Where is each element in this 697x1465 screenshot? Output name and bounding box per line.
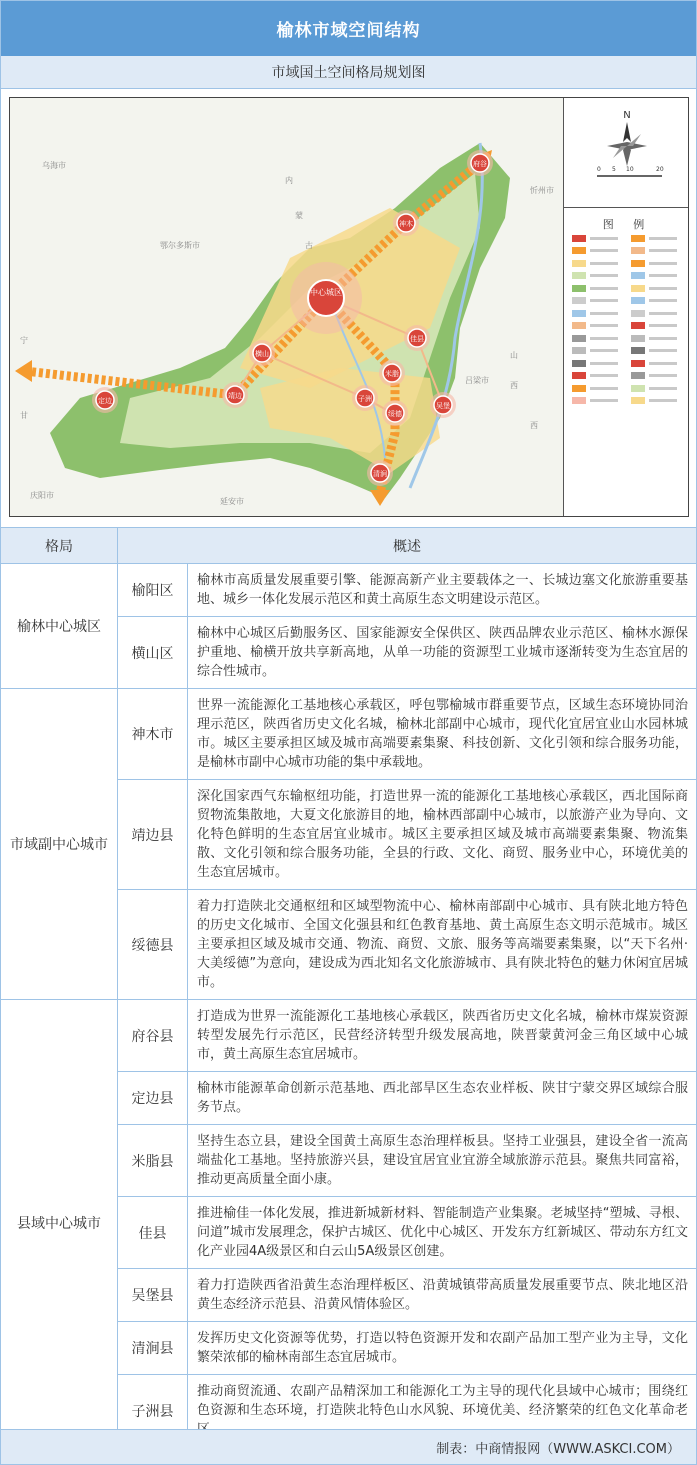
city-node-label: 神木: [399, 220, 413, 228]
legend-entry: [572, 260, 631, 267]
legend-text-placeholder: [649, 349, 677, 352]
map-frame: [9, 97, 689, 517]
structure-table: [1, 528, 696, 1447]
table-group: [1, 564, 696, 689]
legend-entry: [572, 272, 631, 279]
neighbor-label: 乌海市: [42, 161, 66, 170]
legend-row: [564, 282, 689, 295]
legend-row: [564, 382, 689, 395]
north-arrow: [623, 122, 631, 142]
legend-text-placeholder: [590, 287, 618, 290]
page-title: 榆林市域空间结构: [1, 1, 696, 56]
legend-text-placeholder: [649, 399, 677, 402]
legend-entry: [572, 385, 631, 392]
neighbor-label: 吕梁市: [465, 376, 489, 385]
county-name: 府谷县: [118, 1000, 188, 1071]
scale-label: 0: [597, 166, 601, 173]
legend-entry: [572, 360, 631, 367]
table-group: [1, 1000, 696, 1447]
footer-credit: 制表：中商情报网（WWW.ASKCI.COM）: [1, 1429, 696, 1464]
legend-text-placeholder: [590, 362, 618, 365]
legend-entry: [572, 335, 631, 342]
legend-entry: [631, 235, 689, 242]
legend-swatch-icon: [572, 347, 586, 354]
table-row: [118, 1000, 696, 1072]
compass-letter: N: [623, 110, 631, 121]
county-name: 绥德县: [118, 890, 188, 999]
legend-entry: [572, 347, 631, 354]
legend-row: [564, 270, 689, 283]
legend-swatch-icon: [631, 322, 645, 329]
table-row: [118, 1269, 696, 1322]
legend-text-placeholder: [649, 299, 677, 302]
county-name: 神木市: [118, 689, 188, 779]
legend-entry: [572, 297, 631, 304]
legend-swatch-icon: [631, 335, 645, 342]
legend-text-placeholder: [590, 274, 618, 277]
county-description: 坚持生态立县，建设全国黄土高原生态治理样板县。坚持工业强县，建设全省一流高端盐化工基地。坚持旅游兴县，建设宜居宜业宜游全域旅游示范县。聚焦共同富裕，推动更高质量全面小康。: [197, 1134, 688, 1187]
legend-text-placeholder: [590, 324, 618, 327]
city-node-label: 横山: [255, 350, 269, 358]
legend-swatch-icon: [572, 310, 586, 317]
table-row: [118, 1072, 696, 1125]
legend-text-placeholder: [590, 237, 618, 240]
group-items: [118, 689, 696, 999]
table-row: [118, 1197, 696, 1269]
header-overview: 概述: [393, 538, 421, 555]
city-node-label: 靖边: [228, 392, 242, 400]
legend-swatch-icon: [631, 285, 645, 292]
county-name: 米脂县: [118, 1125, 188, 1196]
county-description: 着力打造陕北交通枢纽和区域型物流中心、榆林南部副中心城市、具有陕北地方特色的历史文化城市、全国文化强县和红色教育基地、黄土高原生态文明示范城市。城区主要承担区域及城市交通、物流、商贸、文旅、服务等高端要素集聚，以“天下名州·大美绥德”为意向，建设成为西北知名文化旅游城市、具有陕北特色的魅力休闲宜居城市。: [197, 899, 688, 990]
legend-text-placeholder: [649, 249, 677, 252]
table-group: [1, 689, 696, 1000]
legend-swatch-icon: [631, 235, 645, 242]
county-description: 发挥历史文化资源等优势，打造以特色资源开发和农副产品加工型产业为主导，文化繁荣浓郁的榆林南部生态宜居城市。: [197, 1331, 688, 1365]
county-name: 榆阳区: [118, 564, 188, 616]
neighbor-label: 庆阳市: [30, 491, 54, 500]
center-node: [308, 280, 344, 316]
table-row: [118, 780, 696, 890]
legend-entry: [631, 322, 689, 329]
legend-row: [564, 370, 689, 383]
table-row: [118, 1125, 696, 1197]
legend-swatch-icon: [631, 310, 645, 317]
county-name: 定边县: [118, 1072, 188, 1124]
legend-row: [564, 257, 689, 270]
legend-entry: [631, 310, 689, 317]
legend-row: [564, 307, 689, 320]
legend-swatch-icon: [572, 247, 586, 254]
legend-text-placeholder: [649, 287, 677, 290]
table-row: [118, 617, 696, 688]
city-node-label: 定边: [98, 397, 112, 405]
neighbor-label: 延安市: [220, 497, 244, 506]
county-name: 靖边县: [118, 780, 188, 889]
legend-swatch-icon: [631, 372, 645, 379]
group-name: 榆林中心城区: [1, 564, 118, 688]
county-description: 推进榆佳一体化发展，推进新城新材料、智能制造产业集聚。老城坚持“塑城、寻根、问道”城市发展理念，保护古城区、优化中心城区、开发东方红新城区、带动东方红文化产业园4A级景区和白云山5A级景区创建。: [197, 1206, 688, 1259]
legend-swatch-icon: [572, 322, 586, 329]
neighbor-label: 忻州市: [530, 186, 554, 195]
legend-row: [564, 245, 689, 258]
table-row: [118, 1322, 696, 1375]
county-description: 打造成为世界一流能源化工基地核心承载区，陕西省历史文化名城，榆林市煤炭资源转型发展先行示范区，民营经济转型升级发展高地，陕晋蒙黄河金三角区域中心城市，黄土高原生态宜居城市。: [197, 1009, 688, 1062]
legend-entry: [631, 260, 689, 267]
county-description: 世界一流能源化工基地核心承载区，呼包鄂榆城市群重要节点，区域生态环境协同治理示范区，陕西省历史文化名城，榆林北部副中心城市，现代化宜居宜业山水园林城市。城区主要承担区域及城市高端要素集聚、科技创新、文化引领和综合服务功能，是榆林市副中心城市功能的集中承载地。: [197, 698, 688, 770]
neighbor-label: 鄂尔多斯市: [160, 241, 200, 250]
county-name: 横山区: [118, 617, 188, 688]
legend-swatch-icon: [572, 360, 586, 367]
legend-text-placeholder: [649, 312, 677, 315]
county-name: 吴堡县: [118, 1269, 188, 1321]
county-description: 推动商贸流通、农副产品精深加工和能源化工为主导的现代化县域中心城市；围绕红色资源和生态环境，打造陕北特色山水风貌、环境优美、经济繁荣的红色文化革命老: [197, 1384, 688, 1418]
group-name: 市域副中心城市: [1, 689, 118, 999]
legend-entry: [631, 297, 689, 304]
legend-row: [564, 345, 689, 358]
county-name: 清涧县: [118, 1322, 188, 1374]
neighbor-label: 宁: [20, 336, 28, 345]
legend-row: [564, 295, 689, 308]
spatial-structure-map: [10, 98, 563, 517]
legend-text-placeholder: [649, 387, 677, 390]
legend-text-placeholder: [649, 374, 677, 377]
legend-text-placeholder: [649, 237, 677, 240]
county-name: 子洲县: [118, 1375, 188, 1446]
county-description: 深化国家西气东输枢纽功能，打造世界一流的能源化工基地核心承载区，西北国际商贸物流集散地，大夏文化旅游目的地，榆林西部副中心城市，以旅游产业为导向、文化特色鲜明的生态宜居宜业城市。城区主要承担区域及城市高端要素集聚、物流集散、文化引领和综合服务功能，全县的行政、文化、商贸、服务业中心，环境优美的生态宜居城市。: [197, 789, 688, 880]
compass-rose: [564, 98, 689, 208]
legend-text-placeholder: [590, 299, 618, 302]
legend-swatch-icon: [572, 397, 586, 404]
legend-entry: [631, 372, 689, 379]
city-node-label: 绥德: [388, 410, 402, 418]
scale-label: 20: [656, 166, 664, 173]
city-node-label: 佳县: [410, 335, 424, 343]
table-row: [118, 564, 696, 617]
legend-entry: [572, 235, 631, 242]
neighbor-label: 西: [510, 381, 518, 390]
legend-text-placeholder: [590, 262, 618, 265]
legend-text-placeholder: [649, 337, 677, 340]
legend-swatch-icon: [631, 260, 645, 267]
legend-text-placeholder: [590, 349, 618, 352]
legend-swatch-icon: [572, 235, 586, 242]
legend-text-placeholder: [649, 274, 677, 277]
city-node-label: 清涧: [373, 470, 387, 478]
map-area: [1, 89, 696, 528]
county-name: 佳县: [118, 1197, 188, 1268]
table-header-row: [1, 528, 696, 564]
legend-entry: [572, 285, 631, 292]
legend-swatch-icon: [631, 272, 645, 279]
legend-entry: [631, 385, 689, 392]
city-node-label: 米脂: [385, 370, 399, 378]
legend-swatch-icon: [572, 297, 586, 304]
neighbor-label: 山: [510, 351, 518, 360]
city-node-label: 吴堡: [436, 402, 450, 410]
legend-text-placeholder: [649, 262, 677, 265]
city-node-label: 子洲: [358, 395, 372, 403]
county-description: 着力打造陕西省沿黄生态治理样板区、沿黄城镇带高质量发展重要节点、陕北地区沿黄生态经济示范县、沿黄风情体验区。: [197, 1278, 688, 1312]
county-description: 榆林市高质量发展重要引擎、能源高新产业主要载体之一、长城边塞文化旅游重要基地、城乡一体化发展示范区和黄土高原生态文明建设示范区。: [197, 573, 688, 607]
legend-swatch-icon: [631, 297, 645, 304]
center-label: 中心城区: [310, 288, 342, 297]
neighbor-label: 内: [285, 176, 293, 185]
legend-entry: [631, 360, 689, 367]
county-description: 榆林市能源革命创新示范基地、西北部旱区生态农业样板、陕甘宁蒙交界区域综合服务节点。: [197, 1081, 688, 1115]
table-row: [118, 689, 696, 780]
legend-entry: [572, 247, 631, 254]
city-node-label: 府谷: [473, 160, 487, 168]
legend-swatch-icon: [572, 285, 586, 292]
legend-entry: [572, 397, 631, 404]
legend: [564, 208, 689, 517]
county-description: 榆林中心城区后勤服务区、国家能源安全保供区、陕西品牌农业示范区、榆林水源保护重地、榆横开放共享新高地，从单一功能的资源型工业城市逐渐转变为生态宜居的综合性城市。: [197, 626, 688, 679]
header-pattern: 格局: [1, 528, 118, 563]
legend-swatch-icon: [631, 397, 645, 404]
legend-swatch-icon: [631, 247, 645, 254]
legend-swatch-icon: [572, 260, 586, 267]
legend-text-placeholder: [590, 312, 618, 315]
table-body: [1, 564, 696, 1447]
legend-swatch-icon: [572, 372, 586, 379]
group-items: [118, 1000, 696, 1446]
legend-row: [564, 357, 689, 370]
neighbor-label: 古: [305, 241, 313, 250]
neighbor-label: 蒙: [295, 211, 303, 220]
legend-swatch-icon: [631, 347, 645, 354]
legend-rows: [564, 232, 689, 407]
neighbor-label: 西: [530, 421, 538, 430]
group-name: 县域中心城市: [1, 1000, 118, 1446]
legend-panel: [563, 98, 689, 517]
compass-icon: [564, 98, 689, 208]
legend-swatch-icon: [631, 385, 645, 392]
legend-entry: [631, 247, 689, 254]
legend-row: [564, 395, 689, 408]
legend-text-placeholder: [590, 249, 618, 252]
legend-swatch-icon: [572, 335, 586, 342]
legend-entry: [631, 272, 689, 279]
legend-entry: [572, 310, 631, 317]
compass-south: [623, 146, 631, 166]
legend-text-placeholder: [590, 337, 618, 340]
legend-text-placeholder: [649, 362, 677, 365]
legend-row: [564, 332, 689, 345]
legend-entry: [631, 335, 689, 342]
legend-text-placeholder: [649, 324, 677, 327]
legend-entry: [631, 397, 689, 404]
neighbor-label: 甘: [20, 411, 28, 420]
legend-swatch-icon: [572, 272, 586, 279]
group-items: [118, 564, 696, 688]
legend-swatch-icon: [631, 360, 645, 367]
legend-entry: [631, 347, 689, 354]
legend-text-placeholder: [590, 374, 618, 377]
scale-label: 5: [612, 166, 616, 173]
legend-swatch-icon: [572, 385, 586, 392]
legend-text-placeholder: [590, 399, 618, 402]
legend-text-placeholder: [590, 387, 618, 390]
legend-row: [564, 232, 689, 245]
legend-entry: [631, 285, 689, 292]
legend-title: 图 例: [602, 218, 653, 231]
legend-entry: [572, 322, 631, 329]
map-subtitle: 市域国土空间格局规划图: [1, 56, 696, 89]
legend-entry: [572, 372, 631, 379]
legend-row: [564, 320, 689, 333]
table-row: [118, 890, 696, 999]
scale-label: 10: [626, 166, 634, 173]
